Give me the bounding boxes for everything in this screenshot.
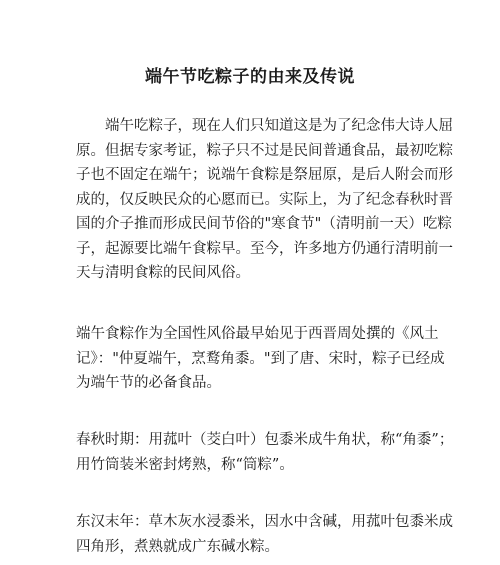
paragraph-line: 端午吃粽子，现在人们只知道这是为了纪念伟大诗人屈 (76, 118, 453, 134)
page-title: 端午节吃粽子的由来及传说 (145, 67, 355, 87)
paragraph-line: 春秋时期：用菰叶（茭白叶）包黍米成牛角状，称“角黍”； (76, 432, 454, 448)
paragraph-2 (76, 322, 445, 396)
paragraph-line: 东汉末年：草木灰水浸黍米，因水中含碱，用菰叶包黍米成 (76, 514, 453, 530)
paragraph-line: 国的介子推而形成民间节俗的"寒食节"（清明前一天）吃粽 (76, 216, 452, 232)
paragraph-4 (76, 510, 453, 559)
paragraph-line: 原。但据专家考证，粽子只不过是民间普通食品，最初吃粽 (76, 142, 453, 159)
paragraph-3 (76, 428, 454, 477)
paragraph-line: 为端午节的必备食品。 (76, 375, 221, 391)
paragraph-line: 端午食粽作为全国性风俗最早始见于西晋周处撰的《风土 (76, 326, 439, 342)
paragraph-line: 成的，仅反映民众的心愿而已。实际上，为了纪念春秋时晋 (76, 191, 453, 208)
paragraph-line: 记》："仲夏端午，烹鹜角黍。"到了唐、宋时，粽子已经成 (76, 350, 445, 367)
paragraph-1 (76, 114, 453, 286)
paragraph-line: 用竹筒装米密封烤熟，称“筒粽”。 (76, 456, 294, 473)
paragraph-line: 四角形，煮熟就成广东碱水粽。 (76, 538, 279, 555)
paragraph-line: 子，起源要比端午食粽早。至今，许多地方仍通行清明前一 (76, 240, 453, 257)
paragraph-line: 天与清明食粽的民间风俗。 (76, 265, 250, 281)
paragraph-line: 子也不固定在端午；说端午食粽是祭屈原，是后人附会而形 (76, 167, 453, 183)
